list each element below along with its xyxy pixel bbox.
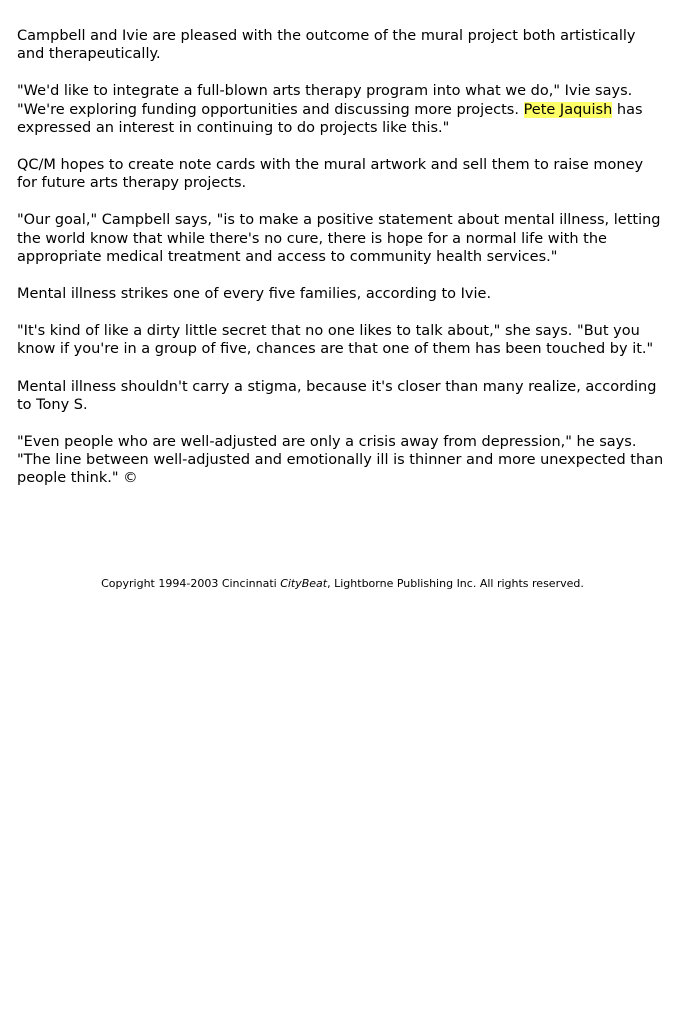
copyright-notice <box>0 577 685 591</box>
paragraph-stigma: Mental illness shouldn't carry a stigma, because it's closer than many realize, according to Tony S. <box>17 378 657 413</box>
paragraph-statistic: Mental illness strikes one of every five families, according to Ivie. <box>17 286 492 303</box>
paragraph-outcome: Campbell and Ivie are pleased with the outcome of the mural project both artistically and therapeutically. <box>17 28 636 63</box>
highlighted-name: Pete Jaquish <box>523 101 613 118</box>
copyright-text: , Lightborne Publishing Inc. All rights reserved. <box>327 577 584 590</box>
paragraph-arts-therapy-quote <box>17 82 665 137</box>
copyright-text: Copyright 1994-2003 Cincinnati <box>101 577 281 590</box>
paragraph-text: "We'd like to integrate a full-blown arts therapy program into what we do," Ivie says. "We're exploring funding opportunities and discussing more projects. <box>17 83 633 118</box>
paragraph-note-cards: QC/M hopes to create note cards with the mural artwork and sell them to raise money for future arts therapy projects. <box>17 157 644 192</box>
paragraph-crisis-quote: "Even people who are well-adjusted are only a crisis away from depression," he says. "The line between well-adjusted and emotionally ill is thinner and more unexpected than people think." © <box>17 434 664 487</box>
paragraph-secret-quote: "It's kind of like a dirty little secret that no one likes to talk about," she says. "But you know if you're in a group of five, chances are that one of them has been touched by it." <box>17 323 654 358</box>
publication-name: CityBeat <box>280 577 328 590</box>
paragraph-goal-quote: "Our goal," Campbell says, "is to make a positive statement about mental illness, letting the world know that while there's no cure, there is hope for a normal life with the appropriate medical treatment and access to community health services." <box>17 212 661 265</box>
article-body <box>17 27 665 507</box>
paragraph-text: has expressed an interest in continuing to do projects like this." <box>17 101 643 136</box>
